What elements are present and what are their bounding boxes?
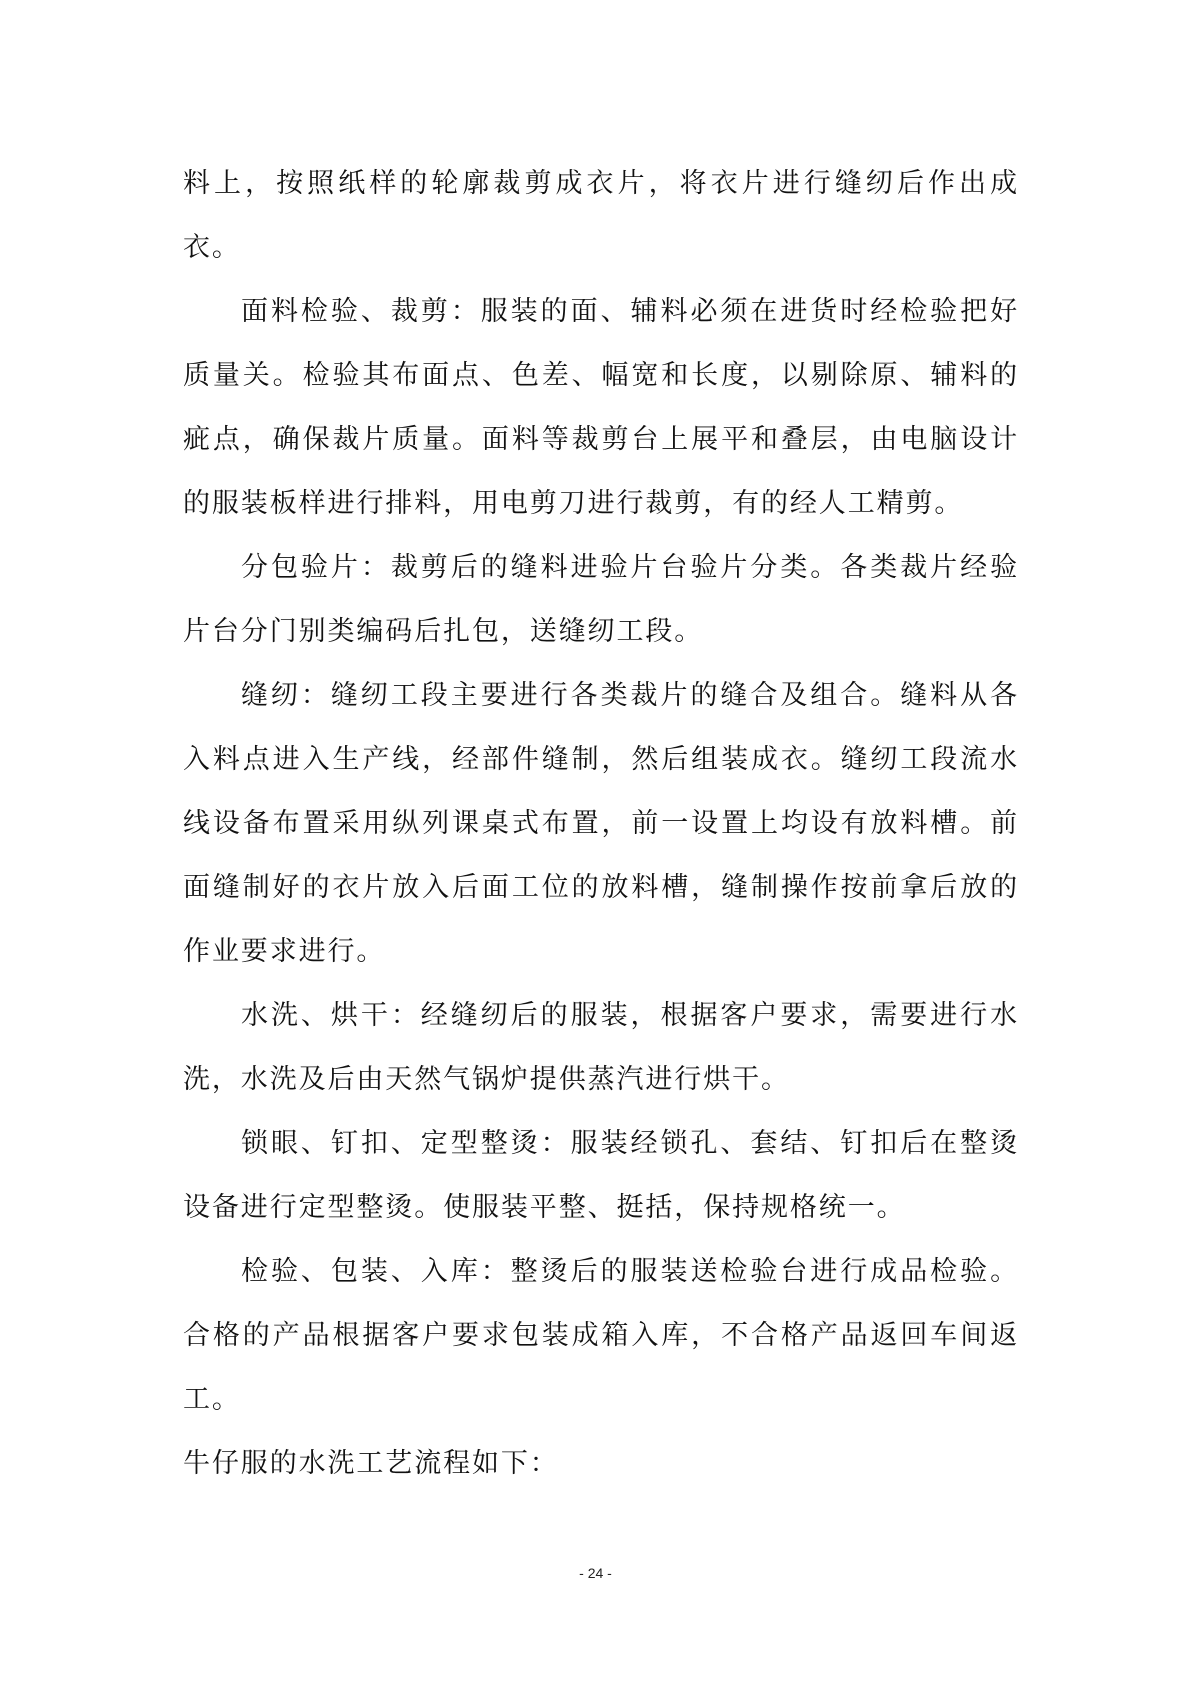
paragraph-washing-drying: 水洗、烘干：经缝纫后的服装，根据客户要求，需要进行水洗，水洗及后由天然气锅炉提供蒸汽进行烘干。 <box>183 1000 1019 1095</box>
paragraph-sewing: 缝纫：缝纫工段主要进行各类裁片的缝合及组合。缝料从各入料点进入生产线，经部件缝制，然后组装成衣。缝纫工段流水线设备布置采用纵列课桌式布置，前一设置上均设有放料槽。前面缝制好的衣片放入后面工位的放料槽，缝制操作按前拿后放的作业要求进行。 <box>183 680 1019 967</box>
paragraph-fabric-inspection-cutting: 面料检验、裁剪：服装的面、辅料必须在进货时经检验把好质量关。检验其布面点、色差、幅宽和长度，以剔除原、辅料的疵点，确保裁片质量。面料等裁剪台上展平和叠层，由电脑设计的服装板样进行排料，用电剪刀进行裁剪，有的经人工精剪。 <box>183 296 1019 519</box>
paragraph-bundling-inspection: 分包验片：裁剪后的缝料进验片台验片分类。各类裁片经验片台分门别类编码后扎包，送缝纫工段。 <box>183 552 1019 647</box>
paragraph-continuation: 料上，按照纸样的轮廓裁剪成衣片，将衣片进行缝纫后作出成衣。 <box>183 168 1019 263</box>
paragraph-inspection-packing: 检验、包装、入库：整烫后的服装送检验台进行成品检验。合格的产品根据客户要求包装成箱入库，不合格产品返回车间返工。 <box>183 1256 1019 1415</box>
body-text <box>183 152 1019 1496</box>
page-number: - 24 - <box>579 1565 612 1581</box>
paragraph-buttonhole-ironing: 锁眼、钉扣、定型整烫：服装经锁孔、套结、钉扣后在整烫设备进行定型整烫。使服装平整、挺括，保持规格统一。 <box>183 1128 1019 1223</box>
paragraph-denim-wash-intro: 牛仔服的水洗工艺流程如下： <box>183 1448 559 1479</box>
